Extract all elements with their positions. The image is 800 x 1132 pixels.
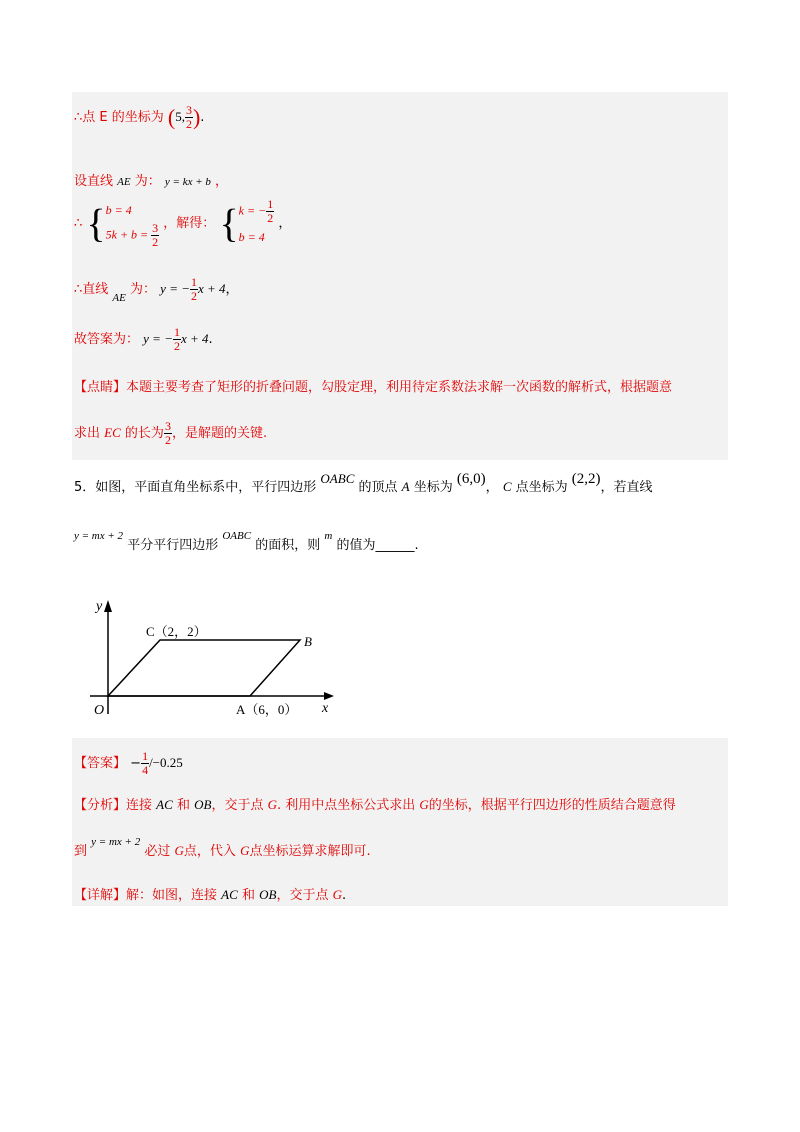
question-line-1: 5．如图，平面直角坐标系中，平行四边形 OABC 的顶点 A 坐标为 (6,0)， C 点坐标为 (2,2)，若直线	[74, 471, 653, 495]
x-axis-arrow	[324, 692, 334, 700]
parallelogram-figure	[86, 590, 346, 720]
point-b-label: B	[304, 634, 312, 649]
y-axis-label: y	[96, 599, 103, 614]
parallelogram-oabc	[108, 640, 300, 696]
comment-line-2: 求出 EC 的长为 $\frac{3}{2}$ ，是解题的关键.	[74, 419, 268, 447]
comment-line: 【点睛】本题主要考查了矩形的折叠问题，勾股定理，利用待定系数法求解一次函数的解析式，根据题意	[74, 380, 673, 395]
origin-label: O	[94, 703, 105, 718]
detail-line: 【详解】解：如图，连接 AC 和 OB，交于点 G.	[74, 887, 347, 903]
question-line-2: $^{y = mx + 2}$ 平分平行四边形 $^{OABC}$ 的面积，则 $^m$ 的值为______.	[74, 530, 419, 553]
point-e-line: ∴点 E 的坐标为 (5, $\frac{3}{2}$ ).	[74, 103, 205, 131]
point-a-label: A（6，0）	[236, 702, 298, 717]
answer-tag-line: 【答案】 − $\frac{1}{4}$ /−0.25	[74, 749, 183, 777]
system-1: b = 4 5k + b = $\frac{3}{2}$	[105, 203, 159, 249]
fraction: $\frac{3}{2}$	[185, 103, 192, 131]
answer-line: 故答案为： y = − $\frac{1}{2}$ x + 4.	[74, 325, 213, 353]
point-c-label: C（2，2）	[146, 624, 207, 639]
x-axis-label: x	[322, 701, 329, 716]
analysis-line: 【分析】连接 AC 和 OB，交于点 G. 利用中点坐标公式求出 G的坐标，根据平行四边形的性质结合题意得	[74, 797, 676, 813]
y-axis-arrow	[104, 600, 112, 612]
system-2: k = − $\frac{1}{2}$ b = 4	[238, 197, 274, 244]
equation-system-line: ∴ { b = 4 5k + b = $\frac{3}{2}$ ，解得： { k = − $\frac{1}{2}$ b = 4 ，	[74, 197, 292, 249]
line-ae-result: ∴直线 $_{AE}$ 为： y = − $\frac{1}{2}$ x + 4，	[74, 275, 239, 304]
set-line-ae: 设直线 AE 为： y = kx + b ，	[74, 174, 229, 189]
analysis-line-2: 到 $^{y = mx + 2}$ 必过 G点，代入 G点坐标运算求解即可.	[74, 836, 371, 859]
